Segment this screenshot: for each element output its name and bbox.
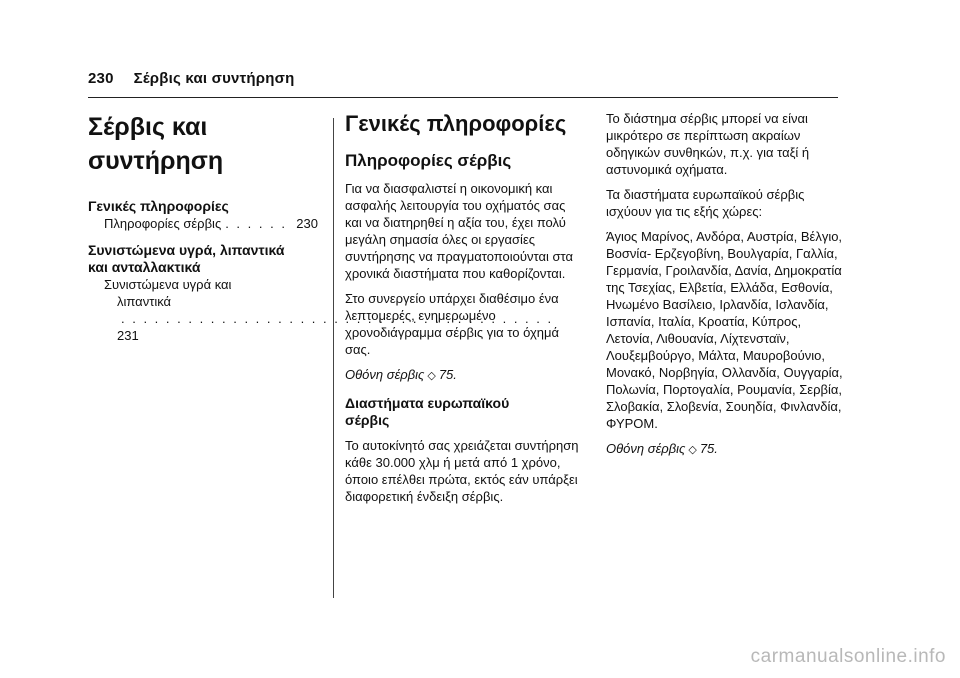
cross-reference-label: Οθόνη σέρβις xyxy=(606,441,686,456)
body-paragraph: Τα διαστήματα ευρωπαϊκού σέρβις ισχύουν για τις εξής χώρες: xyxy=(606,187,805,219)
cross-reference-label: Οθόνη σέρβις xyxy=(345,367,425,382)
toc-section xyxy=(88,242,318,344)
cross-reference-page: 75 xyxy=(699,441,715,456)
column-divider xyxy=(333,118,334,598)
toc-leader-dots xyxy=(225,215,292,232)
page-ref-icon: ◇ xyxy=(427,370,436,382)
toc-entry-label: Συνιστώμενα υγρά και xyxy=(104,277,232,292)
cross-reference-page: 75 xyxy=(438,367,454,382)
body-paragraph: Για να διασφαλιστεί η οικονομική και ασφαλής λειτουργία του οχήματός σας και να διατηρηθεί η αξία του, έχει πολύ μεγάλη σημασία όλες οι εργασίες συντήρησης να πραγματοποιούνται στα χρονικά διαστήματα που καθορίζονται. xyxy=(345,181,573,281)
toc-entry-label: Πληροφορίες σέρβις xyxy=(104,216,222,231)
cross-reference[interactable] xyxy=(345,366,585,385)
running-section-title: Σέρβις και συντήρηση xyxy=(133,70,295,87)
cross-reference-suffix: . xyxy=(714,441,718,456)
toc-entry-page: 230 xyxy=(296,216,318,231)
chapter-title: Σέρβις και συντήρηση xyxy=(88,113,224,175)
cross-reference-suffix: . xyxy=(453,367,457,382)
country-list: Άγιος Μαρίνος, Ανδόρα, Αυστρία, Βέλγιο, Βοσνία- Ερζεγοβίνη, Βουλγαρία, Γαλλία, Γερμανία, Γροιλανδία, Δανία, Δημοκρατία της Τσεχίας, Ελβετία, Ελλάδα, Εσθονία, Ηνωμένο Βασίλειο, Ιρλανδία, Ισλανδία, Ισπανία, Ιταλία, Κροατία, Κύπρος, Λετονία, Λιθουανία, Λίχτενσταϊν, Λουξεμβούργο, Μάλτα, Μαυροβούνιο, Μονακό, Νορβηγία, Ολλανδία, Ουγγαρία, Πολωνία, Πορτογαλία, Ρουμανία, Σερβία, Σλοβακία, Σλοβενία, Σουηδία, Φινλανδία, ΦΥΡΟΜ. xyxy=(606,229,843,431)
body-paragraph: Το διάστημα σέρβις μπορεί να είναι μικρότερο σε περίπτωση ακραίων οδηγικών συνθηκών, π.χ. για ταξί ή αστυνομικά οχήματα. xyxy=(606,111,810,177)
section-heading: Γενικές πληροφορίες xyxy=(345,111,567,136)
toc-entry-service-info[interactable] xyxy=(88,215,318,232)
page-header xyxy=(88,70,294,87)
header-rule xyxy=(88,97,838,98)
toc-heading: Συνιστώμενα υγρά, λιπαντικά και ανταλλακτικά xyxy=(88,242,285,275)
subsection-heading: Διαστήματα ευρωπαϊκού σέρβις xyxy=(345,395,510,428)
watermark: carmanualsonline.info xyxy=(750,646,946,667)
toc-heading: Γενικές πληροφορίες xyxy=(88,198,229,214)
toc-entry-fluids[interactable] xyxy=(88,276,318,344)
body-paragraph: Στο συνεργείο υπάρχει διαθέσιμο ένα λεπτομερές, ενημερωμένο χρονοδιάγραμμα σέρβις για το όχημά σας. xyxy=(345,291,560,357)
toc-entry-page: 231 xyxy=(117,328,139,343)
page-ref-icon: ◇ xyxy=(688,444,697,456)
page-number: 230 xyxy=(88,70,114,87)
toc-section xyxy=(88,198,318,232)
body-paragraph: Το αυτοκίνητό σας χρειάζεται συντήρηση κάθε 30.000 χλμ ή μετά από 1 χρόνο, όποιο επέλθει πρώτα, εκτός εάν υπάρξει διαφορετική ένδειξη σέρβις. xyxy=(345,438,579,504)
chapter-toc xyxy=(88,110,318,344)
toc-entry-label-cont: λιπαντικά xyxy=(117,294,172,309)
cross-reference[interactable] xyxy=(606,440,846,459)
right-column xyxy=(606,110,846,467)
subsection-heading: Πληροφορίες σέρβις xyxy=(345,151,512,170)
main-column xyxy=(345,110,585,513)
